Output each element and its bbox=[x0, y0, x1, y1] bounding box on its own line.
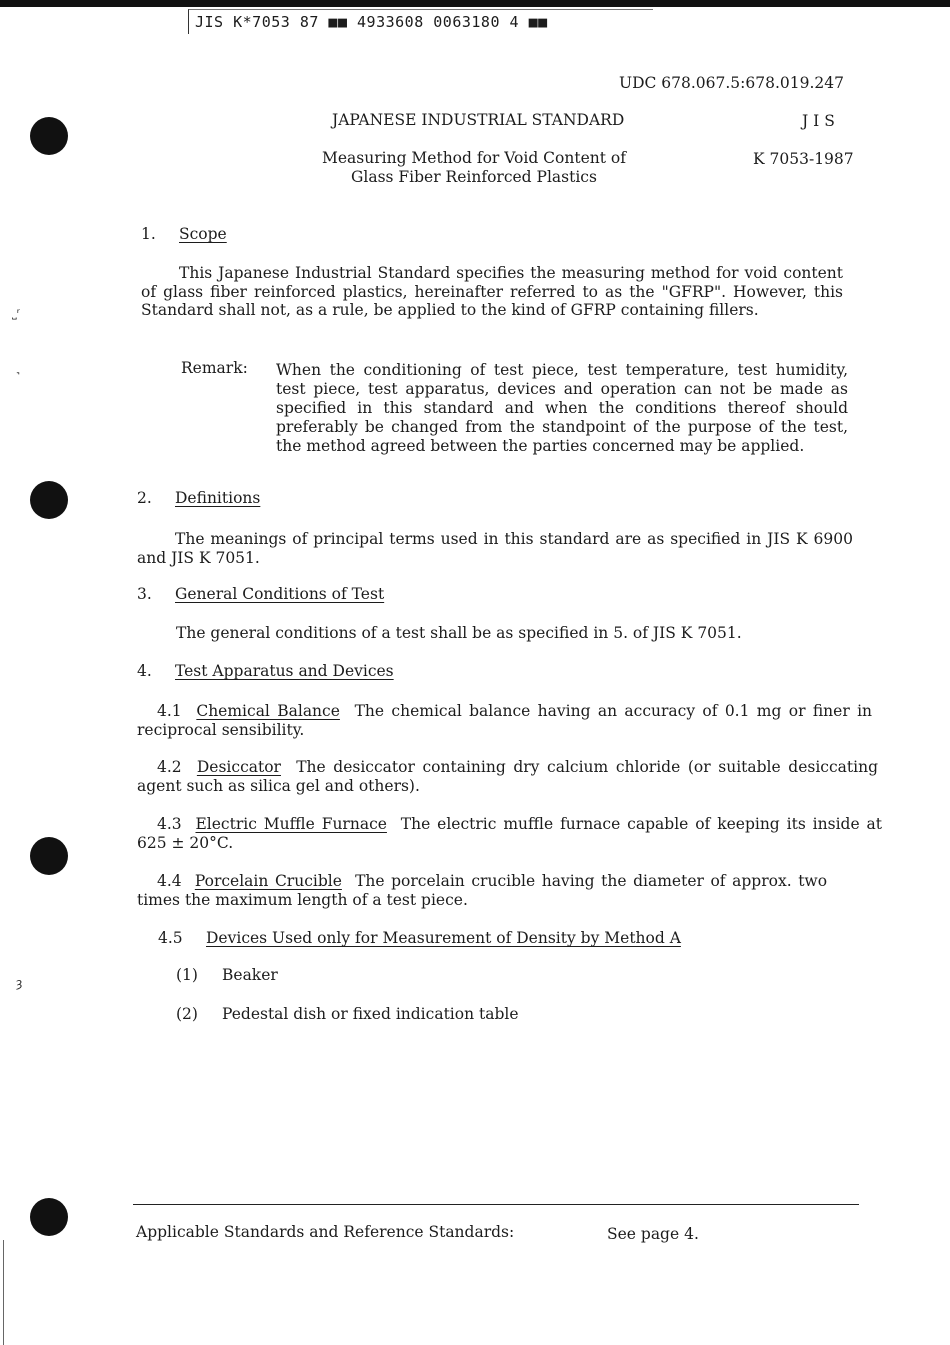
section-4-title: Test Apparatus and Devices bbox=[175, 662, 394, 680]
scan-mark: ˺ bbox=[16, 370, 20, 384]
item-4-1 bbox=[137, 702, 872, 739]
remark-body: When the conditioning of test piece, test temperature, test humidity, test piece, test apparatus, devices and operation can not be made as specified in this standard and when the conditions thereof should preferably be changed from the standpoint of the purpose of the test, the method agreed between the parties concerned may be applied. bbox=[276, 361, 848, 455]
list-item-2-number: (2) bbox=[176, 1005, 198, 1023]
item-4-1-number: 4.1 bbox=[157, 702, 182, 720]
section-2-title: Definitions bbox=[175, 489, 261, 507]
item-4-4 bbox=[137, 872, 827, 909]
section-1-title: Scope bbox=[179, 225, 227, 243]
section-3-body: The general conditions of a test shall be as specified in 5. of JIS K 7051. bbox=[176, 624, 742, 642]
item-4-3 bbox=[137, 815, 882, 852]
item-4-4-title: Porcelain Crucible bbox=[194, 872, 342, 890]
binder-hole-1 bbox=[30, 117, 68, 155]
item-4-2-title: Desiccator bbox=[196, 758, 281, 776]
list-item-1-number: (1) bbox=[176, 966, 198, 984]
binder-hole-4 bbox=[30, 1198, 68, 1236]
item-4-5-number: 4.5 bbox=[158, 929, 183, 947]
section-1-body: This Japanese Industrial Standard specifies the measuring method for void content of glass fiber reinforced plastics, hereinafter referred to as the "GFRP". However, this Standard shall not, as a rule, be applied to the kind of GFRP containing fillers. bbox=[141, 264, 843, 319]
header-code: JIS K*7053 87 ■■ 4933608 0063180 4 ■■ bbox=[188, 9, 653, 34]
list-item-1-text: Beaker bbox=[222, 966, 278, 984]
scan-edge-line bbox=[3, 1240, 4, 1345]
section-4-number: 4. bbox=[137, 662, 152, 680]
scan-mark: ȝ bbox=[16, 976, 23, 990]
item-4-5-title: Devices Used only for Measurement of Density by Method A bbox=[206, 929, 681, 947]
item-4-4-text: The porcelain crucible having the diameter of approx. two times the maximum length of a test piece. bbox=[137, 872, 828, 909]
udc-code: UDC 678.067.5:678.019.247 bbox=[619, 74, 844, 92]
item-4-1-title: Chemical Balance bbox=[196, 702, 340, 720]
section-2-body: The meanings of principal terms used in this standard are as specified in JIS K 6900 and JIS K 7051. bbox=[137, 530, 853, 567]
item-4-3-number: 4.3 bbox=[157, 815, 182, 833]
item-4-1-text: The chemical balance having an accuracy of 0.1 mg or finer in reciprocal sensibility. bbox=[137, 702, 873, 739]
item-4-3-text: The electric muffle furnace capable of keeping its inside at 625 ± 20°C. bbox=[137, 815, 883, 852]
item-4-4-number: 4.4 bbox=[157, 872, 182, 890]
doc-title-line-2: Glass Fiber Reinforced Plastics bbox=[351, 168, 597, 186]
binder-hole-2 bbox=[30, 481, 68, 519]
section-3-number: 3. bbox=[137, 585, 152, 603]
footer-rule bbox=[133, 1204, 859, 1205]
standard-title: JAPANESE INDUSTRIAL STANDARD bbox=[332, 111, 625, 129]
section-2-number: 2. bbox=[137, 489, 152, 507]
section-1-number: 1. bbox=[141, 225, 156, 243]
item-4-3-title: Electric Muffle Furnace bbox=[195, 815, 387, 833]
item-4-2-text: The desiccator containing dry calcium chloride (or suitable desiccating agent such as silica gel and others). bbox=[137, 758, 878, 795]
list-item-2-text: Pedestal dish or fixed indication table bbox=[222, 1005, 519, 1023]
footer-label: Applicable Standards and Reference Standards: bbox=[136, 1223, 515, 1241]
jis-mark: J I S bbox=[802, 112, 835, 130]
scan-mark: ˽ʳ bbox=[12, 306, 20, 320]
section-3-title: General Conditions of Test bbox=[175, 585, 385, 603]
binder-hole-3 bbox=[30, 837, 68, 875]
footer-reference: See page 4. bbox=[607, 1225, 699, 1243]
remark-label: Remark: bbox=[181, 359, 248, 377]
doc-title-line-1: Measuring Method for Void Content of bbox=[322, 149, 626, 167]
item-4-2-number: 4.2 bbox=[157, 758, 182, 776]
item-4-2 bbox=[137, 758, 878, 795]
top-border bbox=[0, 0, 950, 7]
doc-number: K 7053-1987 bbox=[753, 150, 854, 168]
